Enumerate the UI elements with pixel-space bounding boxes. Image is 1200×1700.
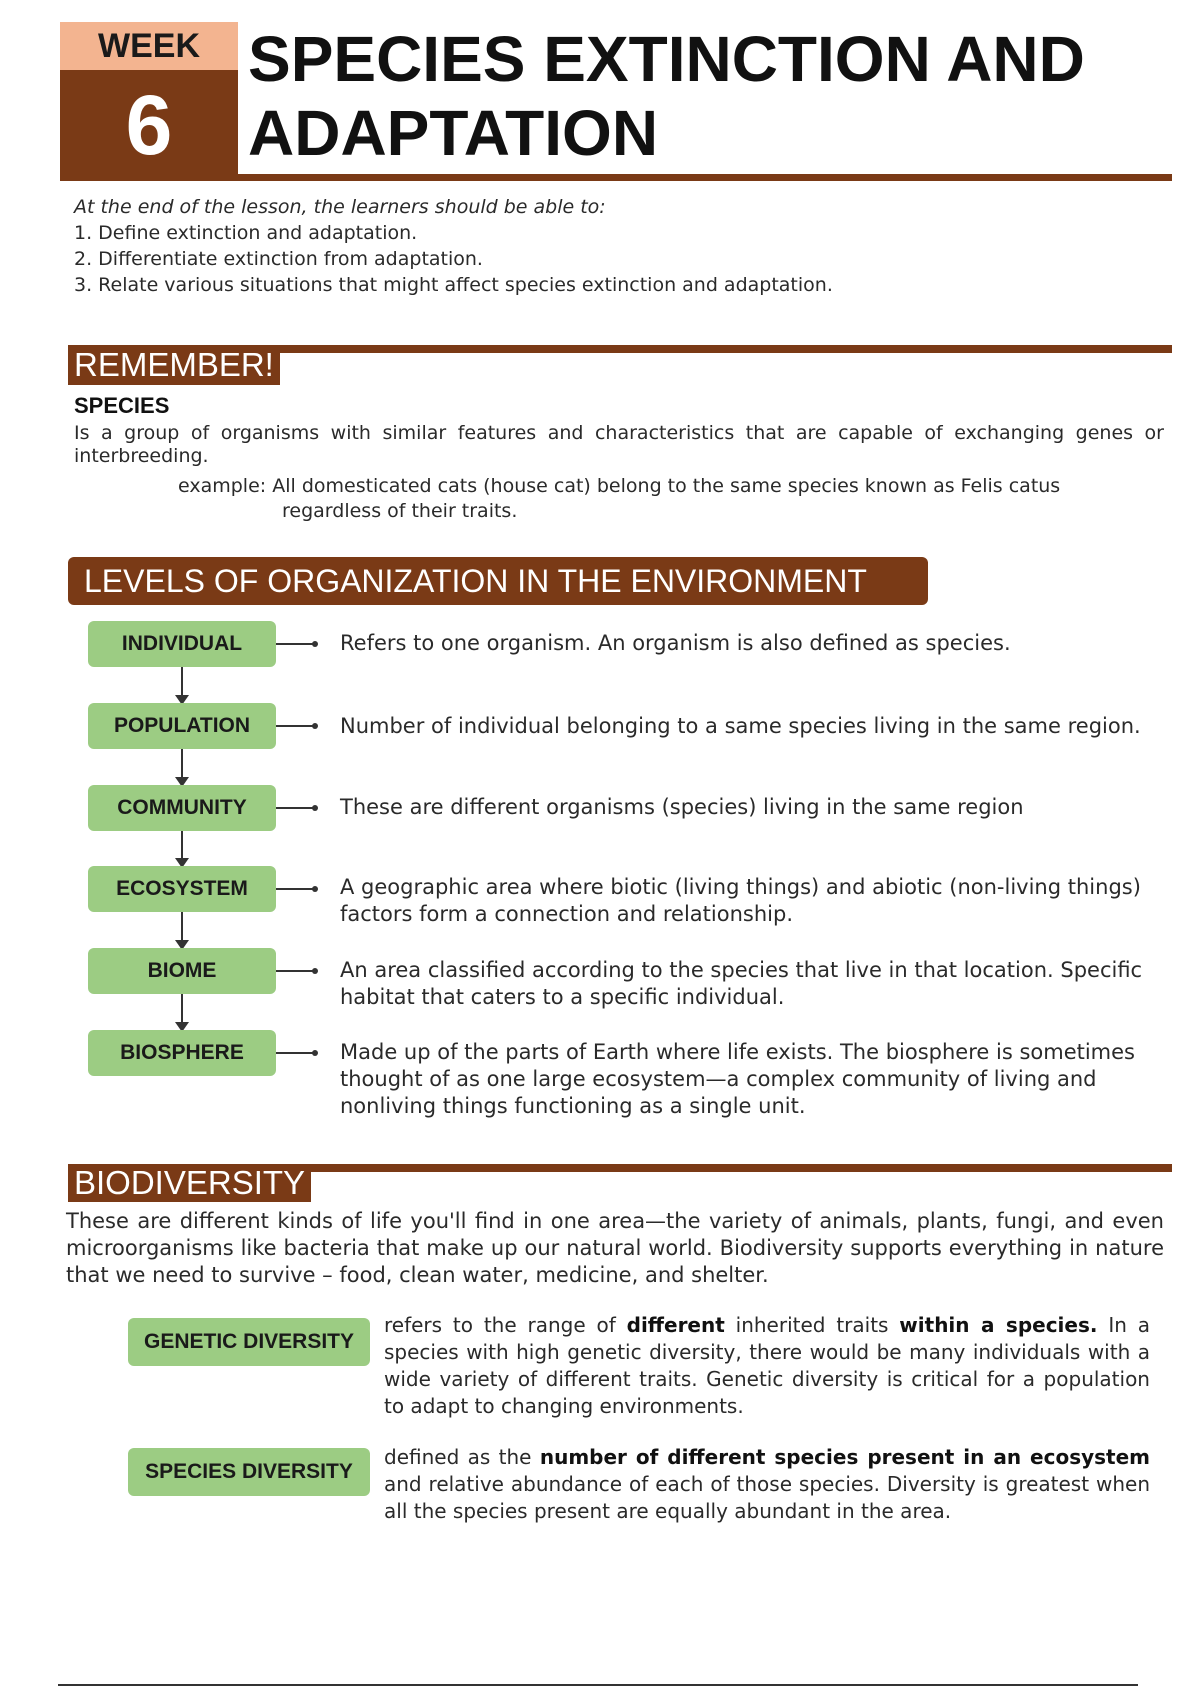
species-example-line-1: example: All domesticated cats (house cat) belong to the same species known as Felis catus: [178, 475, 1061, 497]
level-box-biome: BIOME: [88, 948, 276, 994]
text-run: defined as the: [384, 1445, 540, 1469]
genetic-diversity-box: GENETIC DIVERSITY: [128, 1318, 370, 1366]
level-box-population: POPULATION: [88, 703, 276, 749]
species-definition: Is a group of organisms with similar features and characteristics that are capable of exchanging genes or interbreeding.: [74, 422, 1164, 467]
objective-item: 2. Differentiate extinction from adaptation.: [74, 248, 483, 270]
title-line-1: SPECIES EXTINCTION AND: [248, 23, 1085, 95]
down-arrow-icon: [181, 831, 183, 866]
down-arrow-icon: [181, 994, 183, 1030]
biodiversity-text: These are different kinds of life you'll find in one area—the variety of animals, plants, fungi, and even microorganisms like bacteria that make up our natural world. Biodiversity supports everything in nature that we need to survive – food, clean water, medicine, and shelter.: [66, 1209, 1164, 1287]
objectives-intro: At the end of the lesson, the learners should be able to:: [74, 196, 606, 218]
connector-dot: [312, 886, 318, 892]
level-box-individual: INDIVIDUAL: [88, 621, 276, 667]
connector-line: [276, 888, 316, 890]
week-number: 6: [60, 70, 238, 180]
down-arrow-icon: [181, 667, 183, 703]
connector-dot: [312, 723, 318, 729]
connector-line: [276, 643, 316, 645]
connector-dot: [312, 641, 318, 647]
level-desc-community: These are different organisms (species) living in the same region: [340, 795, 1024, 819]
level-desc-population: Number of individual belonging to a same species living in the same region.: [340, 714, 1141, 738]
header-divider: [60, 174, 1172, 181]
text-run: inherited traits: [724, 1313, 900, 1337]
connector-line: [276, 970, 316, 972]
down-arrow-icon: [181, 912, 183, 948]
remember-tag: REMEMBER!: [68, 345, 280, 385]
learning-objectives: [74, 194, 1154, 298]
connector-line: [276, 1052, 316, 1054]
species-example-line-2: regardless of their traits.: [282, 500, 518, 522]
level-box-biosphere: BIOSPHERE: [88, 1030, 276, 1076]
level-desc-biome: An area classified according to the species that live in that location. Specific habitat that caters to a specific individual.: [340, 958, 1143, 1009]
down-arrow-icon: [181, 749, 183, 785]
level-box-community: COMMUNITY: [88, 785, 276, 831]
bold-run: number of different species present in an ecosystem: [539, 1445, 1151, 1469]
species-example: [178, 474, 1163, 524]
bold-run: different: [626, 1313, 725, 1337]
species-term: SPECIES: [74, 393, 170, 418]
bold-run: within a species.: [899, 1313, 1098, 1337]
title-line-2: ADAPTATION: [248, 97, 659, 169]
text-run: refers to the range of: [384, 1313, 627, 1337]
objective-item: 1. Define extinction and adaptation.: [74, 222, 418, 244]
levels-tag: LEVELS OF ORGANIZATION IN THE ENVIRONMENT: [68, 557, 928, 605]
level-desc-biosphere: Made up of the parts of Earth where life exists. The biosphere is sometimes thought of as one large ecosystem—a complex community of living and nonliving things functioning as a single unit.: [340, 1040, 1135, 1118]
connector-dot: [312, 805, 318, 811]
biodiversity-tag: BIODIVERSITY: [68, 1164, 311, 1202]
species-diversity-desc: [384, 1444, 1150, 1525]
page-title: [248, 22, 1148, 170]
level-desc-individual: Refers to one organism. An organism is also defined as species.: [340, 631, 1011, 655]
footer-divider: [58, 1684, 1138, 1686]
connector-line: [276, 725, 316, 727]
text-run: and relative abundance of each of those species. Diversity is greatest when all the species present are equally abundant in the area.: [384, 1472, 1150, 1523]
connector-line: [276, 807, 316, 809]
week-label: WEEK: [60, 22, 238, 70]
species-diversity-box: SPECIES DIVERSITY: [128, 1448, 370, 1496]
connector-dot: [312, 968, 318, 974]
level-desc-ecosystem: A geographic area where biotic (living things) and abiotic (non-living things) factors form a connection and relationship.: [340, 875, 1141, 926]
objective-item: 3. Relate various situations that might affect species extinction and adaptation.: [74, 274, 833, 296]
connector-dot: [312, 1050, 318, 1056]
genetic-diversity-desc: [384, 1312, 1150, 1420]
level-box-ecosystem: ECOSYSTEM: [88, 866, 276, 912]
text-run: In a species with high genetic diversity, there would be many individuals with a wide variety of different traits. Genetic diversity is critical for a population to adapt to changing environments.: [384, 1313, 1150, 1418]
